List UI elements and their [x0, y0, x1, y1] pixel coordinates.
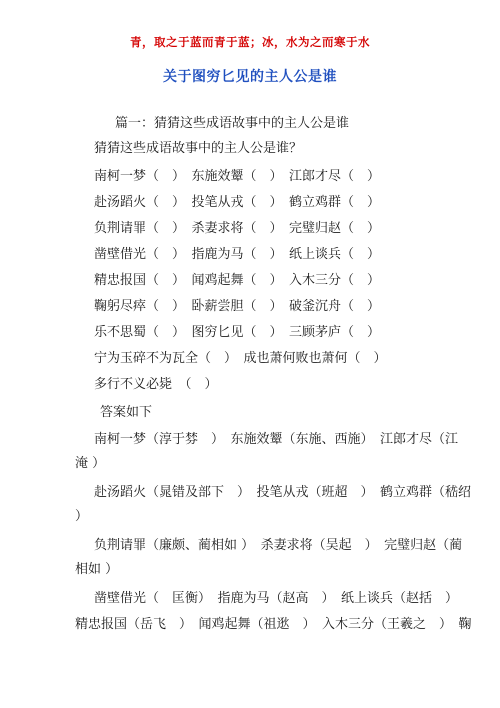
- answer-line: ）: [75, 509, 89, 524]
- question-row: 鞠躬尽瘁（ ） 卧薪尝胆（ ） 破釜沉舟（ ）: [94, 299, 381, 314]
- answer-line: 负荆请罪（廉颇、蔺相如 ） 杀妻求将（吴起 ） 完璧归赵（蔺: [94, 538, 463, 553]
- question-row: 多行不义必毙 （ ）: [94, 377, 218, 392]
- answer-line: 赴汤蹈火（晁错及部下 ） 投笔从戎（班超 ） 鹤立鸡群（嵇绍: [94, 485, 472, 500]
- question-row: 南柯一梦（ ） 东施效颦（ ） 江郎才尽（ ）: [94, 169, 381, 184]
- question-row: 乐不思蜀（ ） 图穷匕见（ ） 三顾茅庐（ ）: [94, 325, 381, 340]
- question-row: 负荆请罪（ ） 杀妻求将（ ） 完璧归赵（ ）: [94, 221, 381, 236]
- document-title: 关于图穷匕见的主人公是谁: [163, 69, 337, 85]
- answer-line: 相如 ）: [75, 562, 119, 577]
- section-heading: 篇一：猜猜这些成语故事中的主人公是谁: [115, 116, 350, 131]
- section-prompt: 猜猜这些成语故事中的主人公是谁？: [94, 141, 303, 156]
- question-row: 凿壁借光（ ） 指鹿为马（ ） 纸上谈兵（ ）: [94, 247, 381, 262]
- answers-heading: 答案如下: [100, 405, 153, 420]
- header-motto: 青，取之于蓝而青于蓝；冰，水为之而寒于水: [130, 35, 370, 49]
- question-row: 精忠报国（ ） 闻鸡起舞（ ） 入木三分（ ）: [94, 273, 381, 288]
- answer-line: 南柯一梦（淳于棼 ） 东施效颦（东施、西施） 江郎才尽（江: [94, 432, 459, 447]
- answer-line: 淹 ）: [75, 456, 106, 471]
- question-row: 宁为玉碎不为瓦全（ ） 成也萧何败也萧何（ ）: [94, 351, 387, 366]
- answer-line: 凿壁借光（ 匡衡） 指鹿为马（赵高 ） 纸上谈兵（赵括 ）: [94, 591, 459, 606]
- question-row: 赴汤蹈火（ ） 投笔从戎（ ） 鹤立鸡群（ ）: [94, 195, 381, 210]
- answer-line: 精忠报国（岳飞 ） 闻鸡起舞（祖逖 ） 入木三分（王羲之 ） 鞠: [75, 617, 472, 632]
